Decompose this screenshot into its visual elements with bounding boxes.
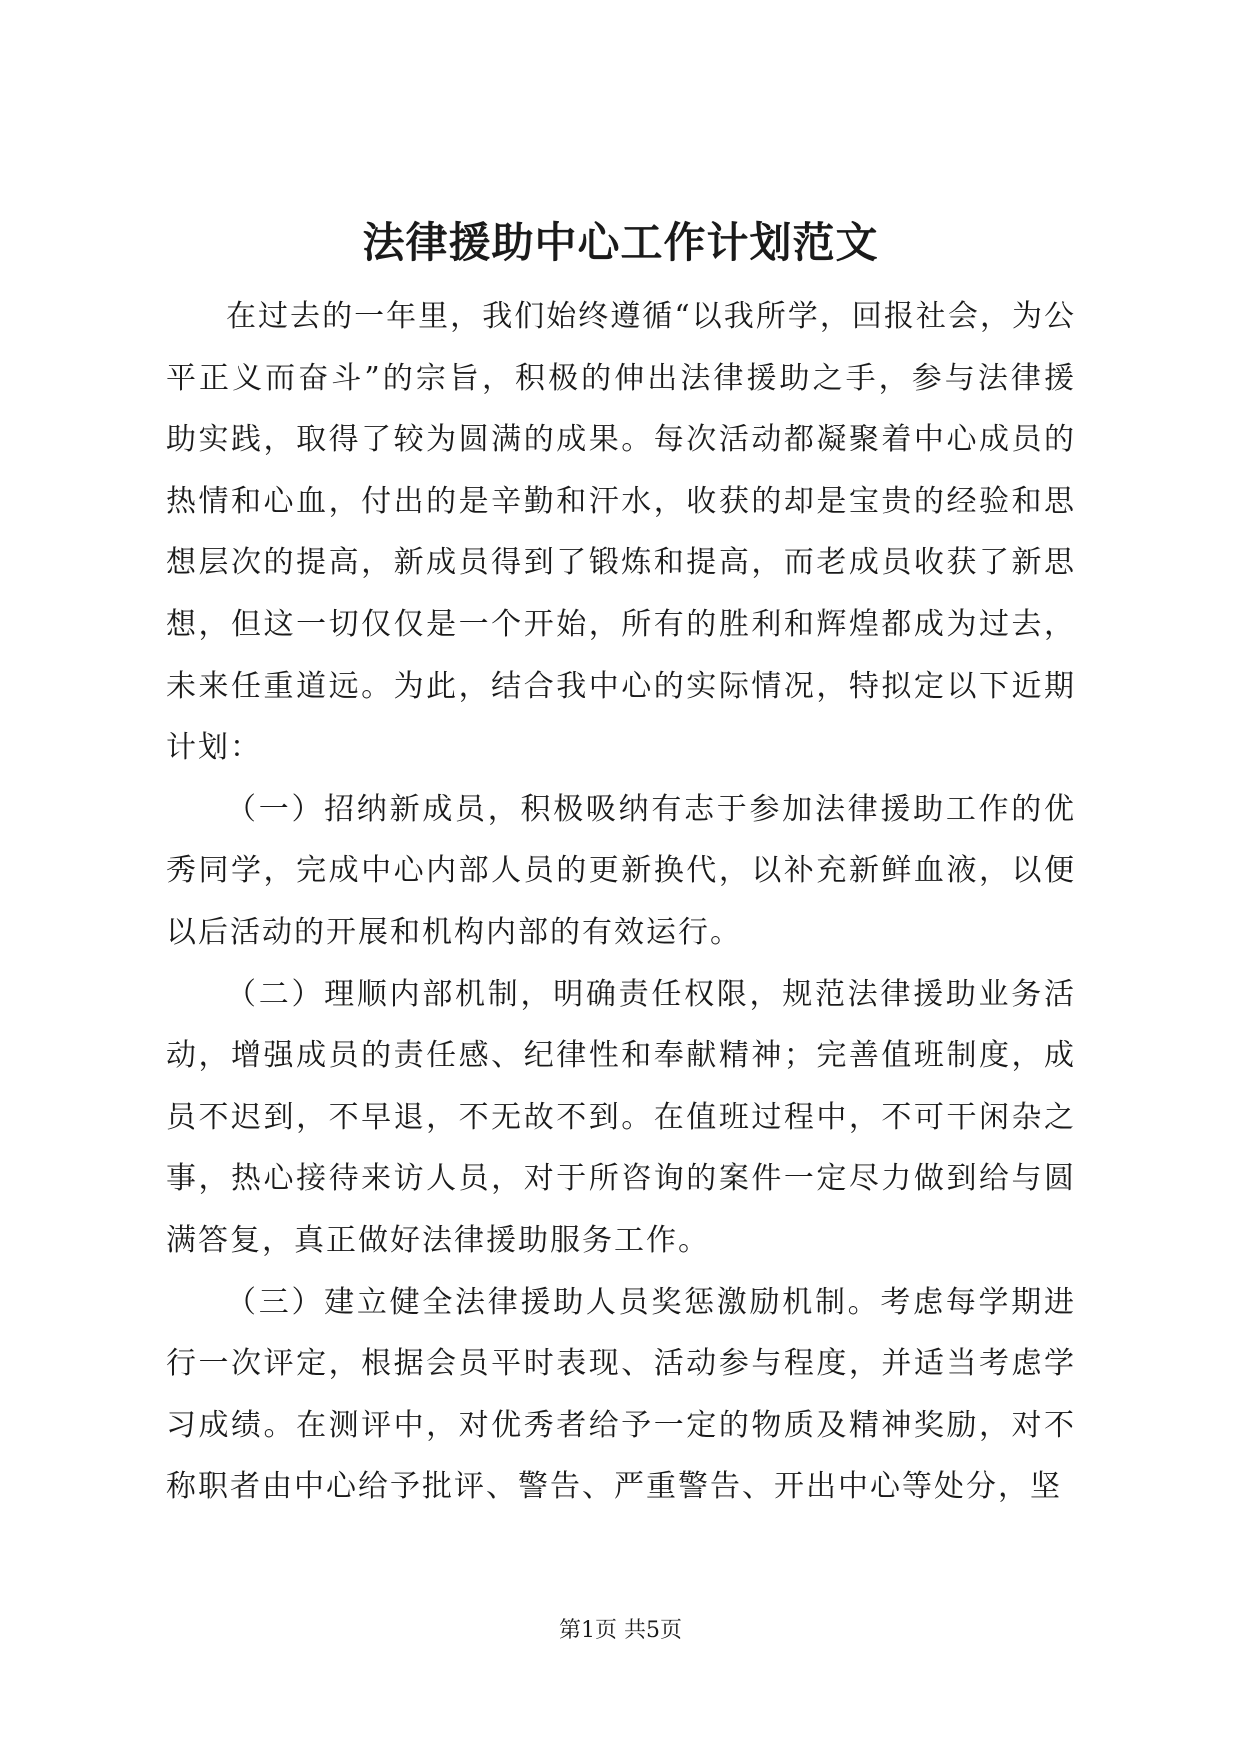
- page-number-footer: 第1页 共5页: [559, 1618, 682, 1643]
- paragraph-item-1: （一）招纳新成员，积极吸纳有志于参加法律援助工作的优秀同学，完成中心内部人员的更新换代，以补充新鲜血液，以便以后活动的开展和机构内部的有效运行。: [166, 791, 1076, 950]
- document-body: [166, 286, 1076, 1518]
- paragraph-item-3: （三）建立健全法律援助人员奖惩激励机制。考虑每学期进行一次评定，根据会员平时表现、活动参与程度，并适当考虑学习成绩。在测评中，对优秀者给予一定的物质及精神奖励，对不称职者由中心给予批评、警告、严重警告、开出中心等处分，坚: [166, 1284, 1076, 1505]
- paragraph-intro: 在过去的一年里，我们始终遵循“以我所学，回报社会，为公平正义而奋斗”的宗旨，积极的伸出法律援助之手，参与法律援助实践，取得了较为圆满的成果。每次活动都凝聚着中心成员的热情和心血，付出的是辛勤和汗水，收获的却是宝贵的经验和思想层次的提高，新成员得到了锻炼和提高，而老成员收获了新思想，但这一切仅仅是一个开始，所有的胜利和辉煌都成为过去，未来任重道远。为此，结合我中心的实际情况，特拟定以下近期计划：: [166, 299, 1076, 766]
- document-title: 法律援助中心工作计划范文: [362, 218, 879, 267]
- paragraph-item-2: （二）理顺内部机制，明确责任权限，规范法律援助业务活动，增强成员的责任感、纪律性和奉献精神；完善值班制度，成员不迟到，不早退，不无故不到。在值班过程中，不可干闲杂之事，热心接待来访人员，对于所咨询的案件一定尽力做到给与圆满答复，真正做好法律援助服务工作。: [166, 976, 1076, 1258]
